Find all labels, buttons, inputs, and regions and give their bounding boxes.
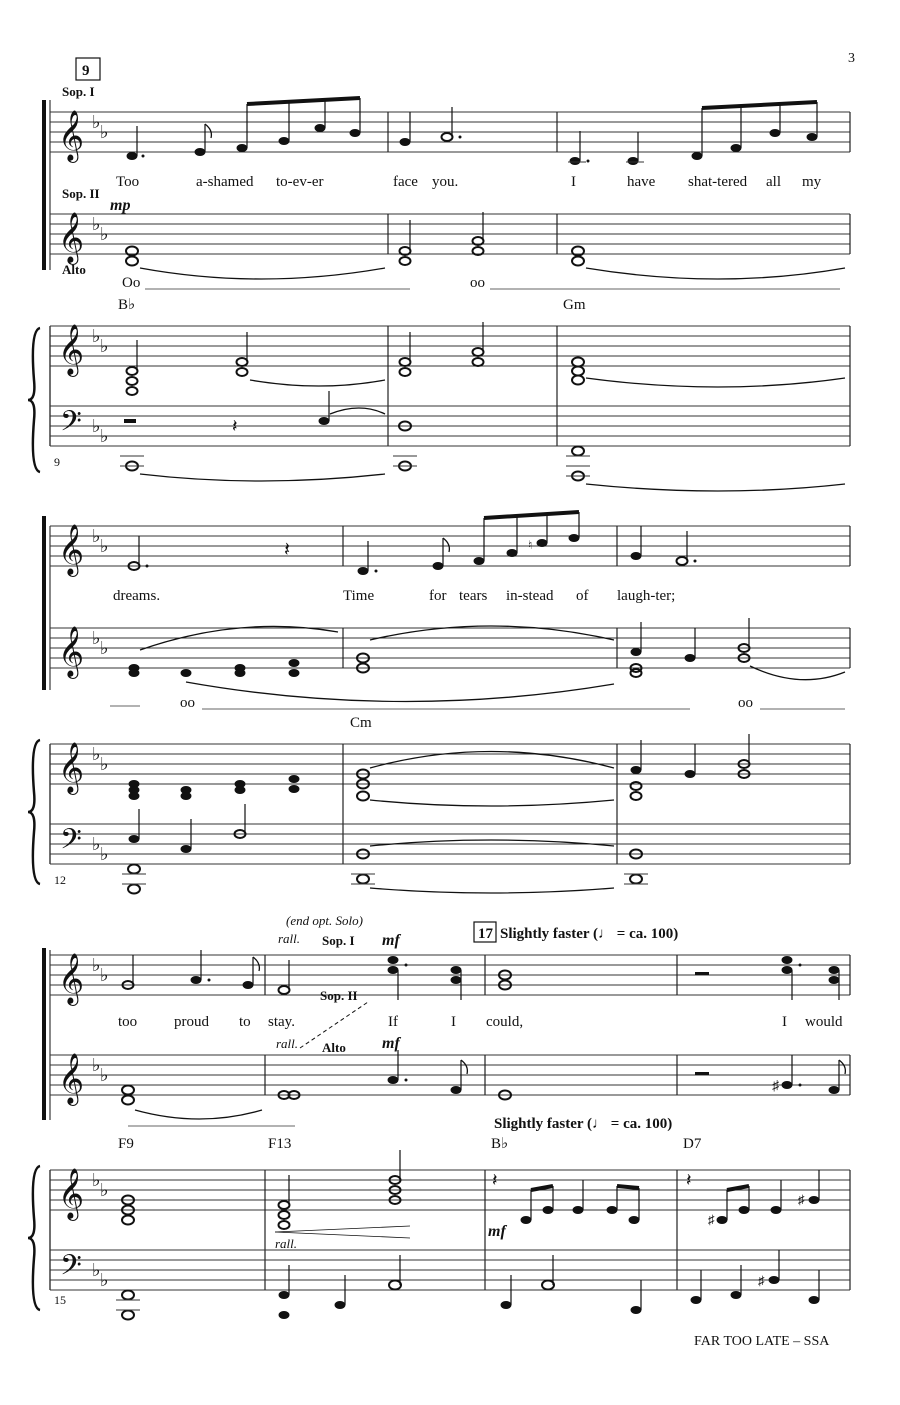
lyric: shat-tered — [688, 174, 748, 190]
staff-sop2-alto — [50, 1055, 850, 1095]
svg-text:♭: ♭ — [92, 1055, 101, 1075]
dynamic-mf: mf — [382, 1035, 400, 1052]
staff-piano-lh — [50, 406, 850, 446]
lyric: all — [766, 174, 781, 190]
svg-text:♮: ♮ — [528, 538, 533, 552]
lyric: you. — [432, 174, 459, 190]
lyric: have — [627, 174, 656, 190]
svg-text:♭: ♭ — [100, 965, 109, 985]
bass-clef-icon: 𝄢 — [60, 407, 82, 444]
lyric: stay. — [268, 1014, 295, 1030]
label-sop2: Sop. II — [62, 186, 100, 201]
staff-piano-lh — [50, 1250, 850, 1290]
svg-text:♭: ♭ — [100, 1065, 109, 1085]
note — [195, 148, 206, 156]
label-sop2: Sop. II — [320, 988, 358, 1003]
svg-text:♯: ♯ — [708, 1212, 715, 1227]
svg-text:♯: ♯ — [772, 1079, 779, 1094]
svg-text:𝄽: 𝄽 — [492, 1170, 498, 1190]
note — [127, 152, 138, 160]
staff-piano-lh — [50, 824, 850, 864]
footer-title: FAR TOO LATE – SSA — [694, 1334, 830, 1349]
treble-clef-icon: 𝄞 — [58, 213, 85, 262]
svg-text:♭: ♭ — [92, 1260, 101, 1280]
flat-icon: ♭ — [100, 122, 109, 142]
label-alto: Alto — [62, 262, 86, 277]
dynamic-mf: mf — [382, 932, 400, 949]
svg-text:♯: ♯ — [758, 1273, 765, 1288]
svg-text:♭: ♭ — [100, 844, 109, 864]
lyric: proud — [174, 1014, 209, 1030]
staff-sop1 — [50, 955, 850, 995]
lyric: Oo — [122, 275, 141, 291]
svg-text:♭: ♭ — [100, 638, 109, 658]
svg-text:♭: ♭ — [92, 416, 101, 436]
lyric: to-ev-er — [276, 174, 324, 190]
svg-text:♭: ♭ — [100, 426, 109, 446]
lyrics-sop1 — [113, 588, 675, 604]
lyric: Too — [116, 174, 140, 190]
svg-text:♭: ♭ — [92, 628, 101, 648]
end-solo-note: (end opt. Solo) — [286, 913, 363, 928]
svg-text:♭: ♭ — [100, 1180, 109, 1200]
rehearsal-mark-9: 9 — [82, 63, 90, 79]
lyric: Time — [343, 588, 375, 604]
lyric: of — [576, 588, 589, 604]
lyric: I — [451, 1014, 456, 1030]
lyric: face — [393, 174, 418, 190]
staff-piano-rh — [50, 744, 850, 784]
lyric: in-stead — [506, 588, 554, 604]
lyric: laugh-ter; — [617, 588, 676, 604]
system-1 — [28, 58, 850, 491]
chord-symbol: B♭ — [491, 1136, 509, 1152]
lyric: for — [429, 588, 447, 604]
svg-text:♭: ♭ — [92, 214, 101, 234]
page-number: 3 — [848, 51, 855, 66]
measure-number: 15 — [54, 1293, 66, 1307]
svg-text:𝄽: 𝄽 — [284, 539, 291, 561]
svg-text:♭: ♭ — [92, 744, 101, 764]
treble-clef-icon: 𝄞 — [58, 743, 85, 792]
rall-marking: rall. — [276, 1036, 299, 1051]
lyric: I — [571, 174, 576, 190]
lyric: a-shamed — [196, 174, 254, 190]
svg-text:♭: ♭ — [100, 1270, 109, 1290]
dynamic-mp: mp — [110, 197, 131, 214]
svg-text:♯: ♯ — [798, 1192, 805, 1207]
label-alto: Alto — [322, 1040, 346, 1055]
label-sop1: Sop. I — [62, 84, 95, 99]
chord-symbol: Gm — [563, 297, 586, 313]
tempo-marking: Slightly faster (♩ = ca. 100) — [500, 926, 679, 942]
chord-symbol: F9 — [118, 1136, 134, 1152]
svg-text:♭: ♭ — [92, 1170, 101, 1190]
svg-text:♭: ♭ — [100, 754, 109, 774]
lyric: oo — [180, 695, 195, 711]
svg-text:♭: ♭ — [92, 526, 101, 546]
lyric: dreams. — [113, 588, 161, 604]
staff-sop2-alto — [50, 214, 850, 254]
flat-icon: ♭ — [92, 112, 101, 132]
chord-symbol: Cm — [350, 715, 372, 731]
treble-clef-icon: 𝄞 — [58, 954, 85, 1003]
treble-clef-icon: 𝄞 — [58, 1054, 85, 1103]
rall-marking: rall. — [275, 1236, 298, 1251]
bass-clef-icon: 𝄢 — [60, 825, 82, 862]
measure-number: 12 — [54, 873, 66, 887]
dynamic-mf: mf — [488, 1223, 506, 1240]
label-sop1: Sop. I — [322, 933, 355, 948]
treble-clef-icon: 𝄞 — [58, 325, 85, 374]
svg-text:♭: ♭ — [92, 955, 101, 975]
svg-text:♭: ♭ — [92, 326, 101, 346]
rehearsal-mark-17: 17 — [478, 926, 493, 942]
rall-marking: rall. — [278, 931, 301, 946]
lyrics-sop1 — [118, 1014, 843, 1030]
piano-brace — [28, 1166, 40, 1310]
svg-text:♭: ♭ — [100, 224, 109, 244]
chord-symbol: B♭ — [118, 297, 136, 313]
lyric: my — [802, 174, 822, 190]
svg-text:𝄽: 𝄽 — [232, 416, 238, 436]
chord-symbol: D7 — [683, 1136, 702, 1152]
system-3 — [28, 913, 850, 1320]
lyric: If — [388, 1014, 398, 1030]
system-2 — [28, 512, 850, 894]
lyric: would — [805, 1014, 843, 1030]
piano-brace — [28, 740, 40, 884]
staff-piano-rh — [50, 326, 850, 366]
lyric: I — [782, 1014, 787, 1030]
lyric: tears — [459, 588, 488, 604]
treble-clef-icon: 𝄞 — [58, 1169, 85, 1218]
svg-text:♭: ♭ — [92, 834, 101, 854]
lyrics-sop1 — [116, 174, 822, 190]
treble-clef-icon: 𝄞 — [58, 525, 85, 574]
staff-sop1 — [50, 526, 850, 566]
svg-text:𝄽: 𝄽 — [686, 1170, 692, 1190]
lyric: too — [118, 1014, 138, 1030]
piano-brace — [28, 328, 40, 472]
bass-clef-icon: 𝄢 — [60, 1251, 82, 1288]
svg-text:♭: ♭ — [100, 536, 109, 556]
treble-clef-icon: 𝄞 — [58, 627, 85, 676]
lyric: oo — [738, 695, 753, 711]
treble-clef-icon: 𝄞 — [58, 111, 85, 160]
svg-text:♭: ♭ — [100, 336, 109, 356]
lyric: to — [239, 1014, 251, 1030]
staff-sop2-alto — [50, 628, 850, 668]
chord-symbol: F13 — [268, 1136, 292, 1152]
staff-sop1 — [50, 112, 850, 152]
lyric: could, — [486, 1014, 524, 1030]
measure-number: 9 — [54, 455, 60, 469]
tempo-marking-piano: Slightly faster (♩ = ca. 100) — [494, 1116, 673, 1132]
lyric: oo — [470, 275, 485, 291]
